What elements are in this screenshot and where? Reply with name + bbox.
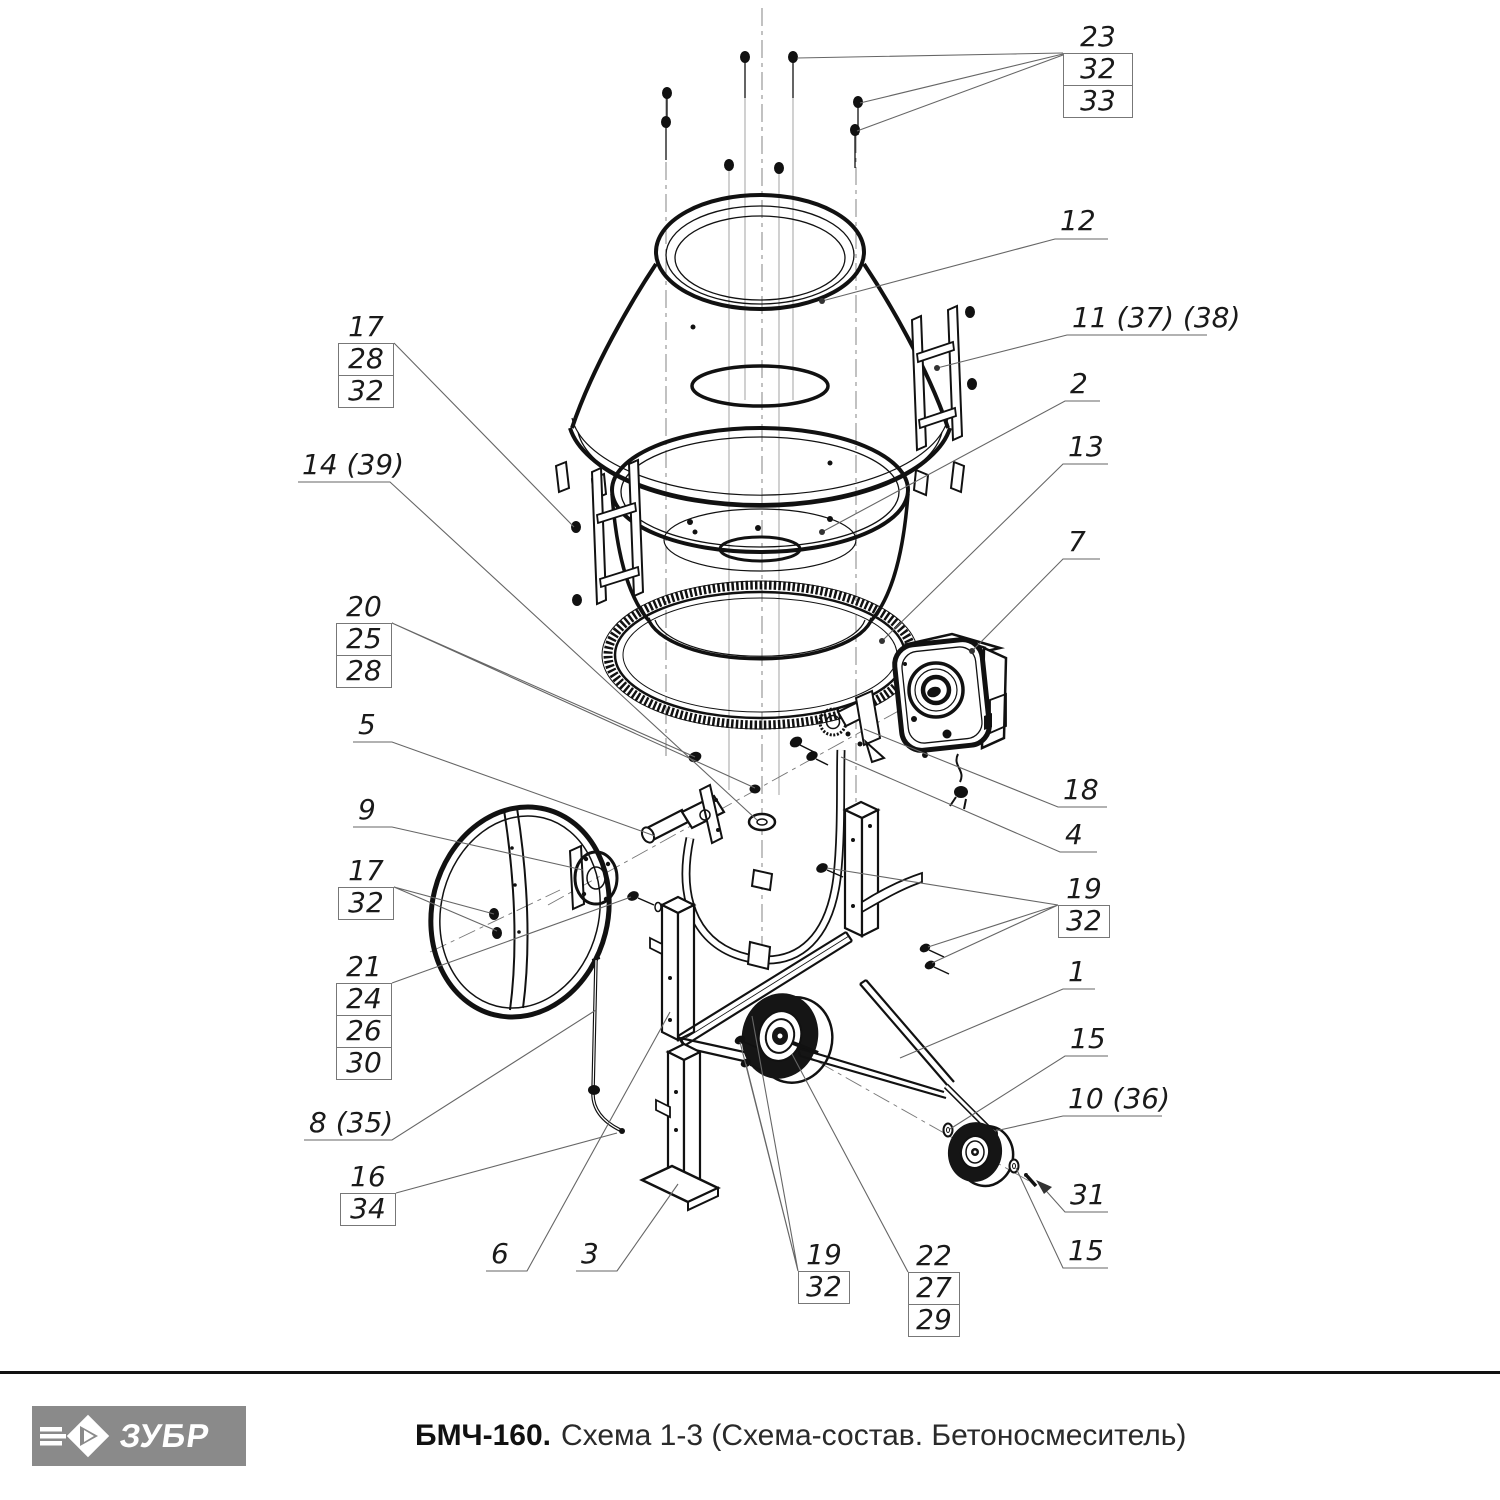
callout-17-32: 17 32 [338,856,394,920]
page-title [415,1406,1186,1466]
callout-9: 9 [358,793,376,826]
callout-17-28-32: 17 28 32 [338,312,394,408]
wheel-small [943,1118,1036,1190]
callout-1: 1 [1068,955,1086,988]
motor [893,634,1006,809]
callout-3: 3 [581,1237,599,1270]
stand-rear-post [845,802,922,936]
callout-20-25-28: 20 25 28 [336,592,392,688]
drum-top [556,195,964,531]
model-number: БМЧ-160. [415,1419,552,1452]
callout-15-upper: 15 [1070,1022,1106,1055]
callout-22-27-29: 22 27 29 [908,1241,960,1337]
zubr-arrow-icon [32,1406,116,1466]
front-leg [642,1044,718,1210]
callout-13: 13 [1068,430,1104,463]
hub-flange [570,846,617,909]
shaft-bearing [639,785,724,845]
callout-21-24-26-30: 21 24 26 30 [336,952,392,1080]
callout-18: 18 [1063,773,1099,806]
brand-name: ЗУБР [117,1417,213,1454]
callout-4: 4 [1065,818,1083,851]
callout-5: 5 [358,708,376,741]
callout-14-39: 14 (39) [302,448,405,481]
callout-31: 31 [1070,1178,1106,1211]
lock-rod [588,958,625,1134]
footer-divider [0,1371,1500,1374]
callout-6: 6 [491,1237,509,1270]
bracket-left [571,460,643,606]
zubr-logo [32,1406,246,1466]
stand-front-post [650,897,694,1040]
drum-bowl [592,428,928,659]
callout-19-32-bottom: 19 32 [798,1240,850,1304]
schema-subtitle: Схема 1-3 (Схема-состав. Бетоносмеситель) [561,1419,1187,1452]
callout-2: 2 [1070,367,1088,400]
callout-23-32-33: 23 32 33 [1063,22,1133,118]
callout-16-34: 16 34 [340,1162,396,1226]
callout-11-37-38: 11 (37) (38) [1072,301,1241,334]
callout-15-lower: 15 [1068,1234,1104,1267]
callout-7: 7 [1068,525,1086,558]
callout-8-35: 8 (35) [309,1106,394,1139]
callout-10-36: 10 (36) [1068,1082,1171,1115]
callout-12: 12 [1060,204,1096,237]
hand-wheel [409,788,631,1036]
callout-19-32-right: 19 32 [1058,874,1110,938]
swivel-tube [686,750,841,969]
